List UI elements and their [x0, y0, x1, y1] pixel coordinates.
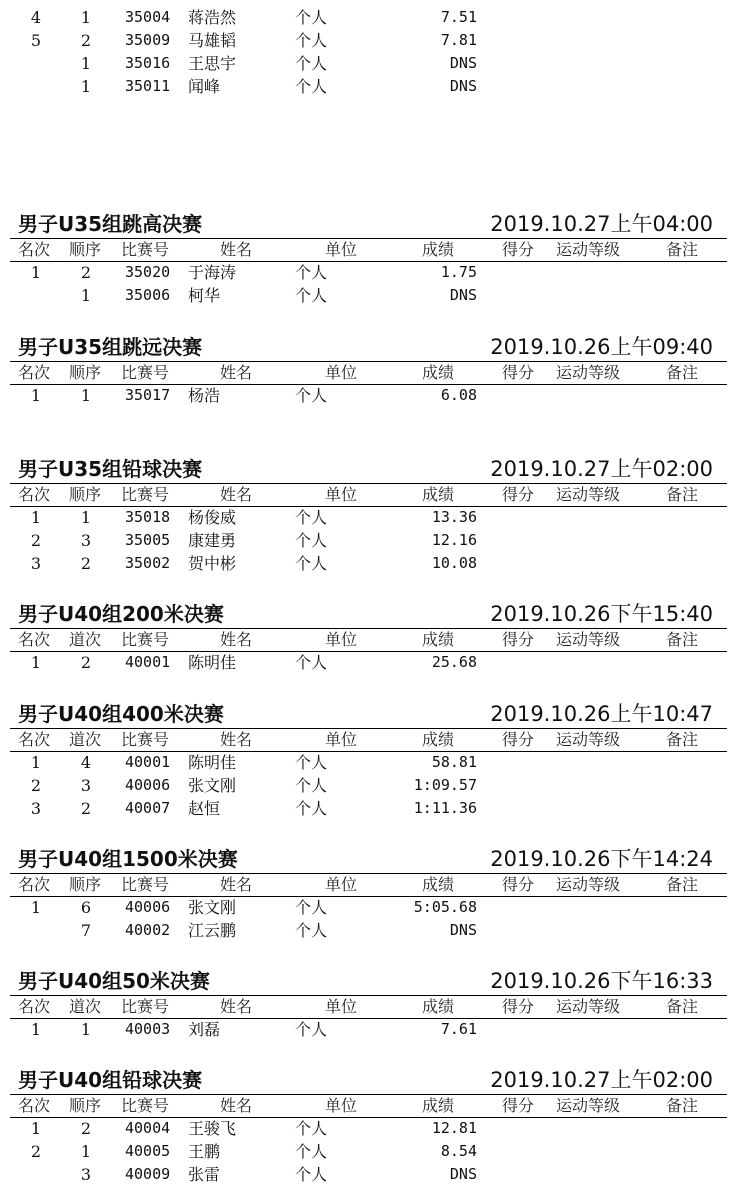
- order-cell: 1: [80, 508, 92, 527]
- column-header-order: 顺序: [69, 875, 102, 894]
- name-cell: 康建勇: [188, 531, 237, 550]
- result-cell: DNS: [449, 921, 477, 939]
- result-cell: 7.81: [440, 31, 477, 49]
- bib-cell: 40007: [125, 799, 171, 817]
- bib-cell: 35020: [125, 263, 171, 281]
- event-time: 2019.10.26上午10:47: [490, 702, 713, 726]
- bib-cell: 35002: [125, 554, 171, 572]
- bib-cell: 40003: [125, 1020, 171, 1038]
- name-cell: 张雷: [188, 1165, 221, 1184]
- table-row: [0, 29, 737, 52]
- column-header-note: 备注: [666, 363, 699, 382]
- table-row: [0, 6, 737, 29]
- column-header-rank: 名次: [18, 730, 51, 749]
- column-header-rank: 名次: [18, 240, 51, 259]
- column-header-name: 姓名: [220, 1096, 253, 1115]
- column-header-name: 姓名: [220, 630, 253, 649]
- name-cell: 马雄韬: [188, 31, 237, 50]
- unit-cell: 个人: [295, 77, 328, 96]
- rank-cell: 1: [30, 508, 42, 527]
- rank-cell: 1: [30, 263, 42, 282]
- event-time: 2019.10.26下午16:33: [490, 969, 713, 993]
- column-header-rank: 名次: [18, 630, 51, 649]
- column-header-score: 得分: [502, 630, 535, 649]
- unit-cell: 个人: [295, 531, 328, 550]
- column-header-note: 备注: [666, 997, 699, 1016]
- table-header: [10, 628, 727, 652]
- table-header: [10, 483, 727, 507]
- column-header-result: 成绩: [422, 485, 455, 504]
- unit-cell: 个人: [295, 776, 328, 795]
- event-time: 2019.10.27上午02:00: [490, 1068, 713, 1092]
- order-cell: 1: [80, 1020, 92, 1039]
- order-cell: 1: [80, 8, 92, 27]
- rank-cell: 1: [30, 753, 42, 772]
- column-header-unit: 单位: [325, 485, 358, 504]
- column-header-bib: 比赛号: [121, 630, 170, 649]
- column-header-name: 姓名: [220, 997, 253, 1016]
- bib-cell: 40001: [125, 653, 171, 671]
- table-row: [0, 1117, 737, 1140]
- column-header-score: 得分: [502, 1096, 535, 1115]
- rank-cell: 1: [30, 1119, 42, 1138]
- rank-cell: 1: [30, 1020, 42, 1039]
- column-header-bib: 比赛号: [121, 1096, 170, 1115]
- rank-cell: 1: [30, 386, 42, 405]
- table-row: [0, 651, 737, 674]
- column-header-grade: 运动等级: [556, 730, 621, 749]
- event-time: 2019.10.27上午04:00: [490, 212, 713, 236]
- column-header-order: 顺序: [69, 240, 102, 259]
- event-title: 男子U35组跳远决赛: [18, 335, 203, 359]
- unit-cell: 个人: [295, 54, 328, 73]
- unit-cell: 个人: [295, 753, 328, 772]
- order-cell: 1: [80, 1142, 92, 1161]
- event-title: 男子U40组铅球决赛: [18, 1068, 203, 1092]
- unit-cell: 个人: [295, 921, 328, 940]
- table-row: [0, 529, 737, 552]
- name-cell: 赵恒: [188, 799, 221, 818]
- column-header-unit: 单位: [325, 240, 358, 259]
- unit-cell: 个人: [295, 554, 328, 573]
- name-cell: 闻峰: [188, 77, 221, 96]
- order-cell: 3: [80, 531, 92, 550]
- table-row: [0, 1018, 737, 1041]
- column-header-result: 成绩: [422, 630, 455, 649]
- column-header-order: 顺序: [69, 1096, 102, 1115]
- bib-cell: 40009: [125, 1165, 171, 1183]
- result-cell: 25.68: [431, 653, 477, 671]
- column-header-bib: 比赛号: [121, 997, 170, 1016]
- column-header-bib: 比赛号: [121, 485, 170, 504]
- table-row: [0, 506, 737, 529]
- name-cell: 杨俊威: [188, 508, 237, 527]
- table-row: [0, 552, 737, 575]
- rank-cell: 2: [30, 1142, 42, 1161]
- order-cell: 1: [80, 54, 92, 73]
- unit-cell: 个人: [295, 799, 328, 818]
- result-cell: 1:11.36: [413, 799, 477, 817]
- name-cell: 贺中彬: [188, 554, 237, 573]
- table-header: [10, 238, 727, 262]
- table-row: [0, 1140, 737, 1163]
- table-row: [0, 1163, 737, 1186]
- column-header-result: 成绩: [422, 730, 455, 749]
- column-header-note: 备注: [666, 485, 699, 504]
- result-cell: 7.61: [440, 1020, 477, 1038]
- name-cell: 张文刚: [188, 776, 237, 795]
- column-header-bib: 比赛号: [121, 240, 170, 259]
- column-header-order: 道次: [69, 730, 102, 749]
- event-time: 2019.10.26下午14:24: [490, 847, 713, 871]
- order-cell: 2: [80, 554, 92, 573]
- table-row: [0, 284, 737, 307]
- column-header-score: 得分: [502, 363, 535, 382]
- table-row: [0, 384, 737, 407]
- column-header-unit: 单位: [325, 730, 358, 749]
- result-cell: 12.81: [431, 1119, 477, 1137]
- table-header: [10, 728, 727, 752]
- table-header: [10, 873, 727, 897]
- name-cell: 王思宇: [188, 54, 237, 73]
- column-header-note: 备注: [666, 240, 699, 259]
- result-cell: 7.51: [440, 8, 477, 26]
- unit-cell: 个人: [295, 653, 328, 672]
- unit-cell: 个人: [295, 1020, 328, 1039]
- table-row: [0, 261, 737, 284]
- event-title: 男子U40组200米决赛: [18, 602, 224, 626]
- rank-cell: 3: [30, 799, 42, 818]
- name-cell: 刘磊: [188, 1020, 221, 1039]
- rank-cell: 5: [30, 31, 42, 50]
- name-cell: 于海涛: [188, 263, 237, 282]
- column-header-bib: 比赛号: [121, 875, 170, 894]
- column-header-unit: 单位: [325, 630, 358, 649]
- column-header-note: 备注: [666, 1096, 699, 1115]
- column-header-rank: 名次: [18, 1096, 51, 1115]
- result-cell: 1.75: [440, 263, 477, 281]
- column-header-bib: 比赛号: [121, 363, 170, 382]
- rank-cell: 1: [30, 653, 42, 672]
- unit-cell: 个人: [295, 31, 328, 50]
- result-cell: DNS: [449, 1165, 477, 1183]
- event-title: 男子U40组1500米决赛: [18, 847, 238, 871]
- table-row: [0, 896, 737, 919]
- column-header-name: 姓名: [220, 485, 253, 504]
- order-cell: 1: [80, 77, 92, 96]
- bib-cell: 35016: [125, 54, 171, 72]
- table-header: [10, 361, 727, 385]
- column-header-score: 得分: [502, 240, 535, 259]
- result-cell: DNS: [449, 286, 477, 304]
- table-row: [0, 774, 737, 797]
- name-cell: 张文刚: [188, 898, 237, 917]
- unit-cell: 个人: [295, 8, 328, 27]
- bib-cell: 40004: [125, 1119, 171, 1137]
- unit-cell: 个人: [295, 286, 328, 305]
- column-header-result: 成绩: [422, 1096, 455, 1115]
- order-cell: 3: [80, 1165, 92, 1184]
- event-title: 男子U35组铅球决赛: [18, 457, 203, 481]
- name-cell: 王骏飞: [188, 1119, 237, 1138]
- name-cell: 王鹏: [188, 1142, 221, 1161]
- column-header-name: 姓名: [220, 875, 253, 894]
- order-cell: 4: [80, 753, 92, 772]
- bib-cell: 35011: [125, 77, 171, 95]
- column-header-rank: 名次: [18, 997, 51, 1016]
- rank-cell: 2: [30, 531, 42, 550]
- column-header-grade: 运动等级: [556, 875, 621, 894]
- column-header-unit: 单位: [325, 363, 358, 382]
- column-header-grade: 运动等级: [556, 485, 621, 504]
- table-row: [0, 919, 737, 942]
- column-header-result: 成绩: [422, 363, 455, 382]
- column-header-name: 姓名: [220, 240, 253, 259]
- table-row: [0, 751, 737, 774]
- bib-cell: 35018: [125, 508, 171, 526]
- unit-cell: 个人: [295, 1142, 328, 1161]
- unit-cell: 个人: [295, 508, 328, 527]
- column-header-rank: 名次: [18, 875, 51, 894]
- column-header-rank: 名次: [18, 485, 51, 504]
- column-header-result: 成绩: [422, 997, 455, 1016]
- order-cell: 2: [80, 1119, 92, 1138]
- result-cell: 8.54: [440, 1142, 477, 1160]
- event-title: 男子U35组跳高决赛: [18, 212, 203, 236]
- bib-cell: 40002: [125, 921, 171, 939]
- name-cell: 陈明佳: [188, 653, 237, 672]
- order-cell: 1: [80, 386, 92, 405]
- column-header-score: 得分: [502, 997, 535, 1016]
- name-cell: 杨浩: [188, 386, 221, 405]
- name-cell: 江云鹏: [188, 921, 237, 940]
- column-header-result: 成绩: [422, 875, 455, 894]
- order-cell: 2: [80, 653, 92, 672]
- order-cell: 3: [80, 776, 92, 795]
- column-header-unit: 单位: [325, 1096, 358, 1115]
- name-cell: 蒋浩然: [188, 8, 237, 27]
- column-header-result: 成绩: [422, 240, 455, 259]
- order-cell: 7: [80, 921, 92, 940]
- column-header-note: 备注: [666, 875, 699, 894]
- column-header-name: 姓名: [220, 363, 253, 382]
- bib-cell: 40005: [125, 1142, 171, 1160]
- event-time: 2019.10.26上午09:40: [490, 335, 713, 359]
- column-header-score: 得分: [502, 485, 535, 504]
- bib-cell: 35005: [125, 531, 171, 549]
- column-header-score: 得分: [502, 875, 535, 894]
- result-cell: 6.08: [440, 386, 477, 404]
- result-cell: 5:05.68: [413, 898, 477, 916]
- column-header-grade: 运动等级: [556, 363, 621, 382]
- column-header-unit: 单位: [325, 997, 358, 1016]
- column-header-order: 道次: [69, 997, 102, 1016]
- rank-cell: 4: [30, 8, 42, 27]
- result-cell: DNS: [449, 54, 477, 72]
- unit-cell: 个人: [295, 1165, 328, 1184]
- column-header-order: 顺序: [69, 363, 102, 382]
- order-cell: 2: [80, 799, 92, 818]
- bib-cell: 40001: [125, 753, 171, 771]
- column-header-order: 道次: [69, 630, 102, 649]
- bib-cell: 40006: [125, 898, 171, 916]
- event-time: 2019.10.26下午15:40: [490, 602, 713, 626]
- column-header-grade: 运动等级: [556, 240, 621, 259]
- table-row: [0, 797, 737, 820]
- rank-cell: 2: [30, 776, 42, 795]
- event-title: 男子U40组50米决赛: [18, 969, 210, 993]
- column-header-score: 得分: [502, 730, 535, 749]
- column-header-grade: 运动等级: [556, 1096, 621, 1115]
- bib-cell: 35009: [125, 31, 171, 49]
- order-cell: 1: [80, 286, 92, 305]
- column-header-bib: 比赛号: [121, 730, 170, 749]
- result-cell: 1:09.57: [413, 776, 477, 794]
- unit-cell: 个人: [295, 263, 328, 282]
- rank-cell: 3: [30, 554, 42, 573]
- bib-cell: 35006: [125, 286, 171, 304]
- name-cell: 陈明佳: [188, 753, 237, 772]
- column-header-note: 备注: [666, 730, 699, 749]
- order-cell: 2: [80, 263, 92, 282]
- unit-cell: 个人: [295, 1119, 328, 1138]
- column-header-grade: 运动等级: [556, 630, 621, 649]
- name-cell: 柯华: [188, 286, 221, 305]
- result-cell: DNS: [449, 77, 477, 95]
- column-header-note: 备注: [666, 630, 699, 649]
- result-cell: 58.81: [431, 753, 477, 771]
- table-row: [0, 52, 737, 75]
- unit-cell: 个人: [295, 898, 328, 917]
- column-header-rank: 名次: [18, 363, 51, 382]
- result-cell: 10.08: [431, 554, 477, 572]
- table-header: [10, 995, 727, 1019]
- event-time: 2019.10.27上午02:00: [490, 457, 713, 481]
- column-header-order: 顺序: [69, 485, 102, 504]
- column-header-name: 姓名: [220, 730, 253, 749]
- column-header-grade: 运动等级: [556, 997, 621, 1016]
- order-cell: 2: [80, 31, 92, 50]
- table-row: [0, 75, 737, 98]
- bib-cell: 35017: [125, 386, 171, 404]
- column-header-unit: 单位: [325, 875, 358, 894]
- order-cell: 6: [80, 898, 92, 917]
- result-cell: 12.16: [431, 531, 477, 549]
- rank-cell: 1: [30, 898, 42, 917]
- result-cell: 13.36: [431, 508, 477, 526]
- bib-cell: 35004: [125, 8, 171, 26]
- table-header: [10, 1094, 727, 1118]
- unit-cell: 个人: [295, 386, 328, 405]
- event-title: 男子U40组400米决赛: [18, 702, 224, 726]
- bib-cell: 40006: [125, 776, 171, 794]
